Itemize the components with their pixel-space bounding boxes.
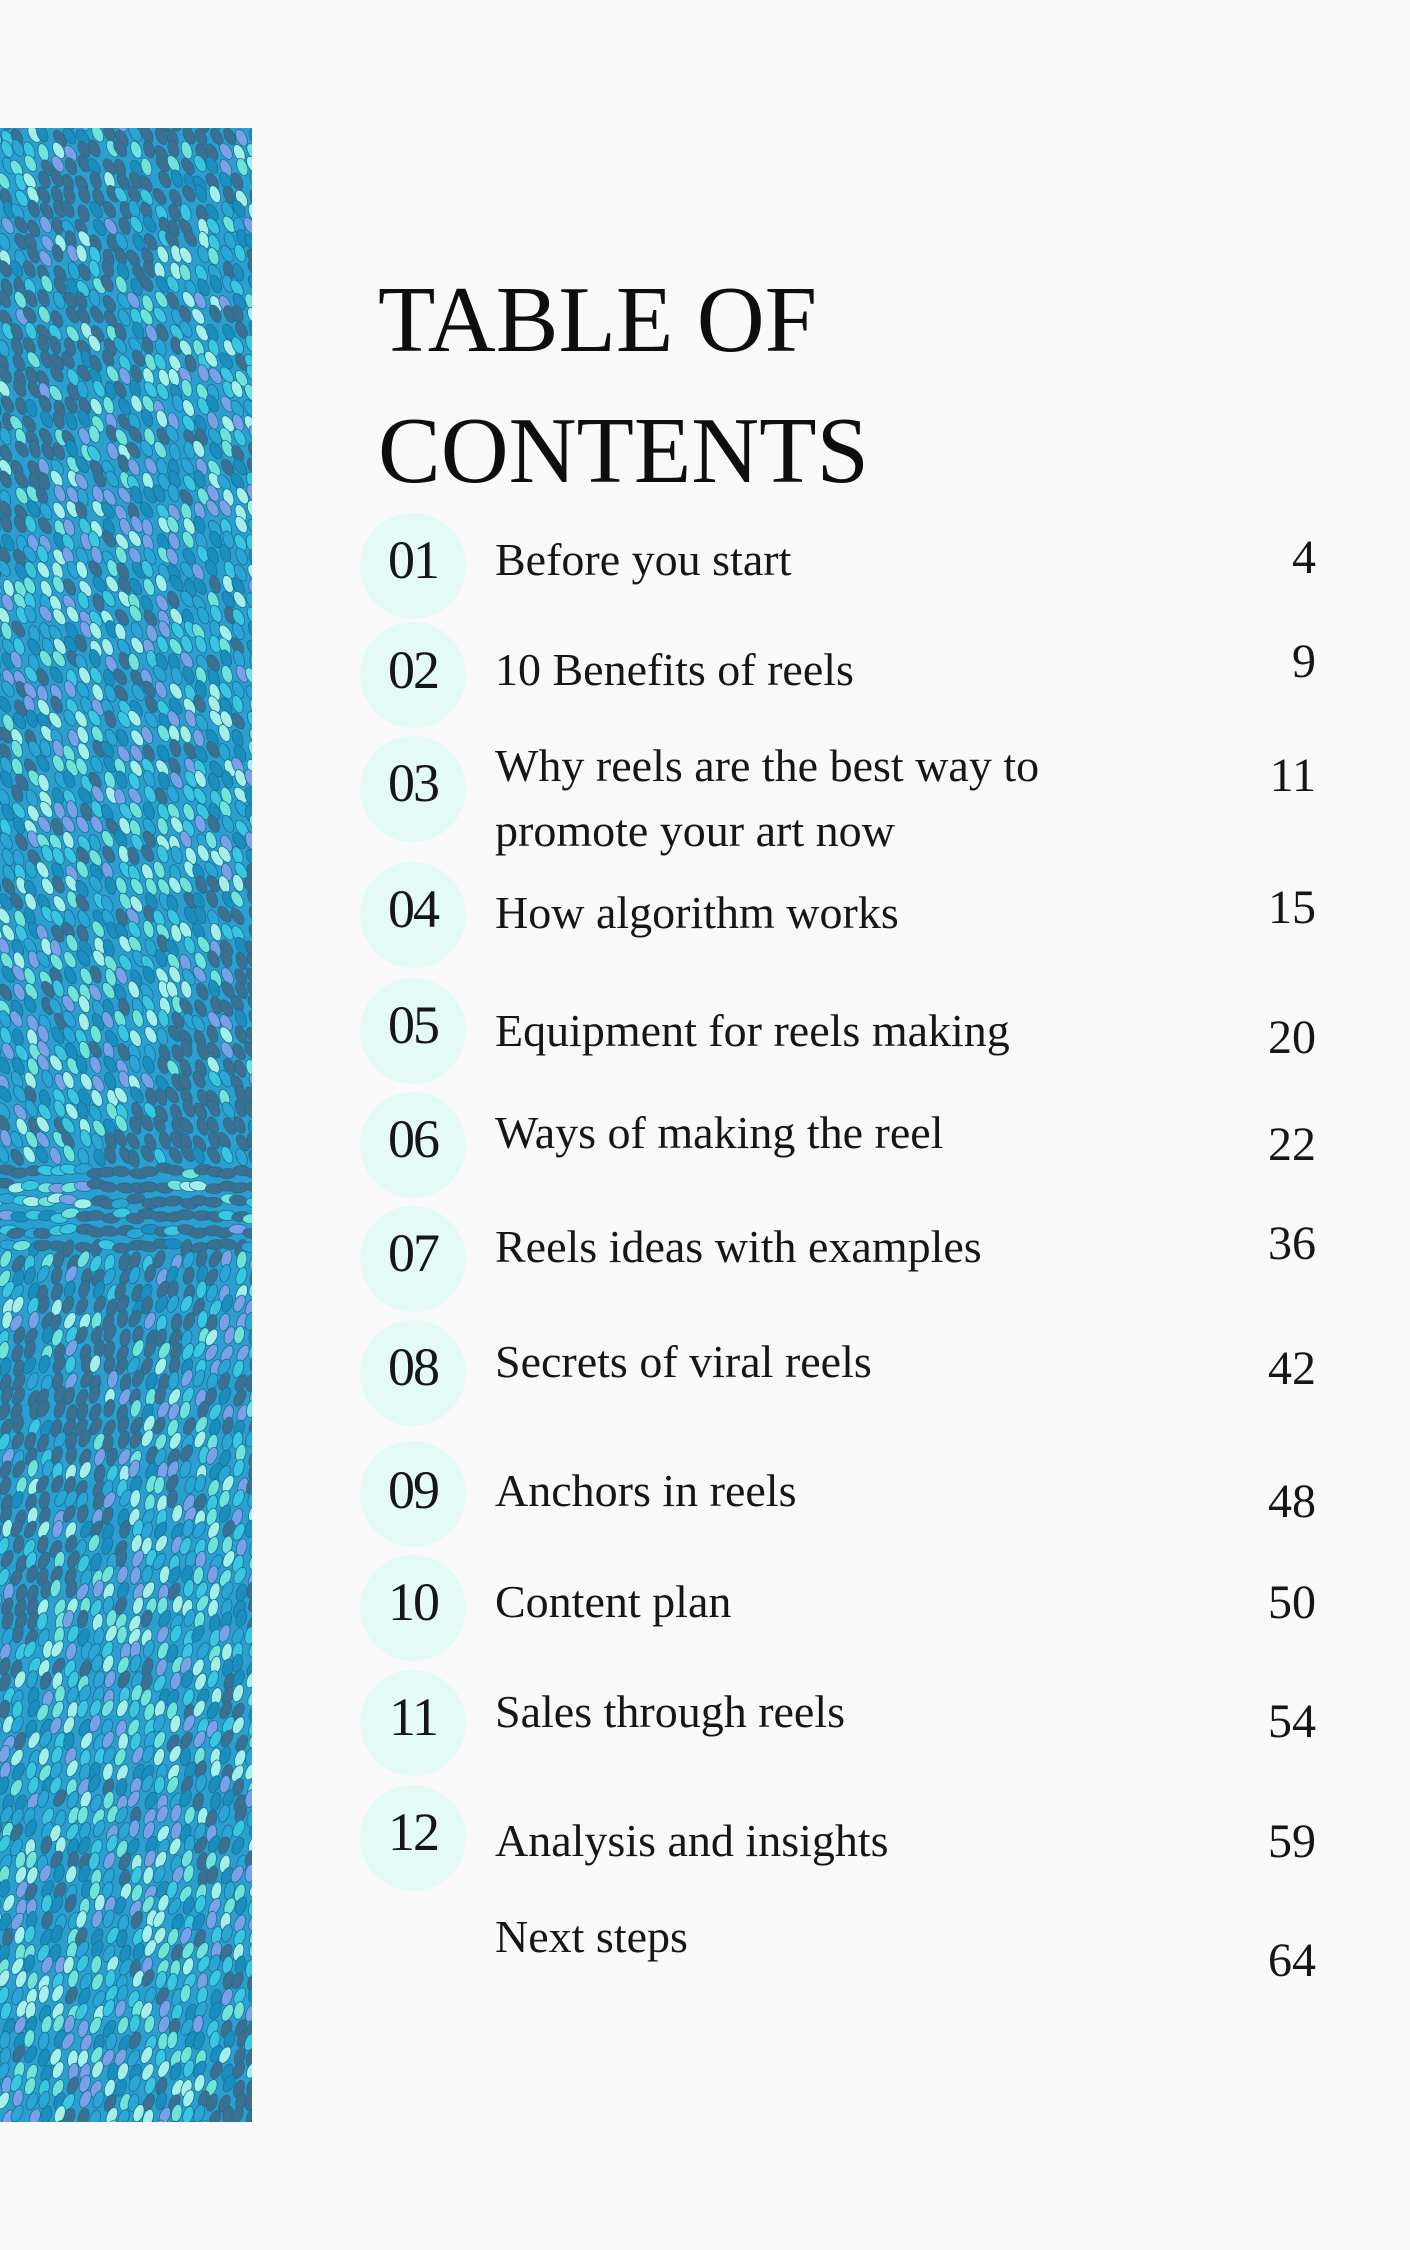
- chapter-number: 04: [388, 879, 438, 939]
- chapter-title-line-2: promote your art now: [495, 805, 895, 856]
- chapter-title: Content plan: [495, 1576, 732, 1627]
- chapter-title: Anchors in reels: [495, 1465, 797, 1516]
- chapter-number: 05: [388, 995, 438, 1055]
- chapter-number: 02: [388, 640, 438, 700]
- chapter-title: Equipment for reels making: [495, 1005, 1010, 1056]
- chapter-page-number: 50: [1268, 1576, 1316, 1629]
- chapter-page-number: 59: [1268, 1815, 1316, 1868]
- chapter-page-number: 15: [1268, 881, 1316, 934]
- chapter-number: 11: [389, 1687, 437, 1747]
- page-title-line-1: TABLE OF: [378, 268, 817, 372]
- chapter-title: Secrets of viral reels: [495, 1336, 872, 1387]
- chapter-title: Sales through reels: [495, 1686, 846, 1737]
- chapter-page-number: 22: [1268, 1118, 1316, 1171]
- chapter-page-number: 42: [1268, 1342, 1316, 1395]
- page-title: [378, 255, 869, 517]
- chapter-page-number: 9: [1292, 635, 1316, 688]
- chapter-number: 08: [388, 1337, 438, 1397]
- chapter-number: 09: [388, 1460, 438, 1520]
- decorative-art-strip: [0, 128, 252, 2122]
- chapter-title: Reels ideas with examples: [495, 1221, 982, 1272]
- chapter-page-number: 4: [1292, 531, 1316, 584]
- chapter-number: 06: [388, 1109, 438, 1169]
- chapter-number: 12: [388, 1802, 438, 1862]
- chapter-page-number: 54: [1268, 1695, 1316, 1748]
- chapter-number: 01: [388, 530, 438, 590]
- chapter-title: Analysis and insights: [495, 1815, 889, 1866]
- chapter-number: 03: [388, 753, 438, 813]
- chapter-title: Why reels are the best way to: [495, 740, 1040, 791]
- page-title-line-2: CONTENTS: [378, 399, 869, 503]
- chapter-number: 07: [388, 1223, 438, 1283]
- chapter-title: How algorithm works: [495, 887, 899, 938]
- chapter-page-number: 20: [1268, 1011, 1316, 1064]
- chapter-title: 10 Benefits of reels: [495, 644, 854, 695]
- chapter-number: 10: [388, 1572, 438, 1632]
- chapter-page-number: 64: [1268, 1934, 1316, 1987]
- chapter-title: Ways of making the reel: [495, 1107, 944, 1158]
- chapter-page-number: 11: [1269, 749, 1316, 802]
- chapter-page-number: 36: [1268, 1217, 1316, 1270]
- chapter-page-number: 48: [1268, 1475, 1316, 1528]
- chapter-title: Before you start: [495, 534, 792, 585]
- painting-texture: [0, 128, 252, 2122]
- chapter-title: Next steps: [495, 1911, 688, 1962]
